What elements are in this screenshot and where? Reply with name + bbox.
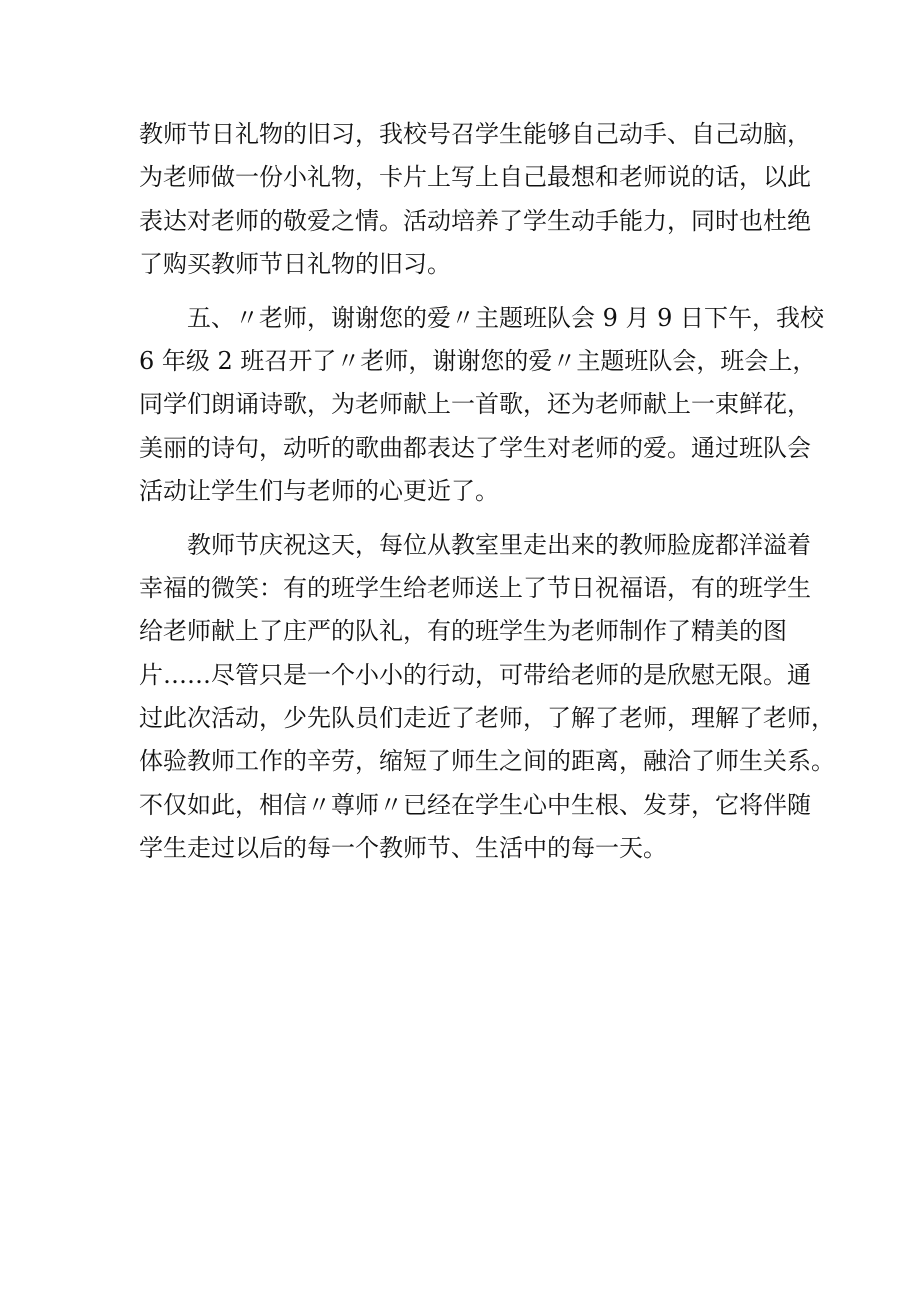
text-line: 五、〃老师，谢谢您的爱〃主题班队会 9 月 9 日下午，我校 xyxy=(187,303,825,332)
text-line: 学生走过以后的每一个教师节、生活中的每一天。 xyxy=(139,834,667,863)
body-text xyxy=(139,113,835,871)
text-line: 片……尽管只是一个小小的行动，可带给老师的是欣慰无限。通 xyxy=(139,660,811,689)
text-line: 给老师献上了庄严的队礼，有的班学生为老师制作了精美的图 xyxy=(139,617,787,646)
text-line: 不仅如此，相信〃尊师〃已经在学生心中生根、发芽，它将伴随 xyxy=(139,790,811,819)
text-line: 过此次活动，少先队员们走近了老师，了解了老师，理解了老师， xyxy=(139,704,835,733)
text-line: 同学们朗诵诗歌，为老师献上一首歌，还为老师献上一束鲜花， xyxy=(139,390,811,419)
text-line: 了购买教师节日礼物的旧习。 xyxy=(139,250,451,279)
text-line: 教师节日礼物的旧习，我校号召学生能够自己动手、自己动脑， xyxy=(139,120,811,148)
text-line: 为老师做一份小礼物，卡片上写上自己最想和老师说的话，以此 xyxy=(139,163,811,192)
paragraph-1 xyxy=(139,113,811,287)
text-line: 6 年级 2 班召开了〃老师，谢谢您的爱〃主题班队会，班会上， xyxy=(139,346,817,375)
paragraph-3 xyxy=(139,524,835,871)
text-line: 幸福的微笑：有的班学生给老师送上了节日祝福语，有的班学生 xyxy=(139,573,811,602)
paragraph-2 xyxy=(139,297,825,514)
text-line: 活动让学生们与老师的心更近了。 xyxy=(139,477,499,506)
text-line: 美丽的诗句，动听的歌曲都表达了学生对老师的爱。通过班队会 xyxy=(139,433,811,462)
text-line: 体验教师工作的辛劳，缩短了师生之间的距离，融洽了师生关系。 xyxy=(139,747,835,776)
text-line: 教师节庆祝这天，每位从教室里走出来的教师脸庞都洋溢着 xyxy=(187,530,811,559)
text-line: 表达对老师的敬爱之情。活动培养了学生动手能力，同时也杜绝 xyxy=(139,206,811,235)
